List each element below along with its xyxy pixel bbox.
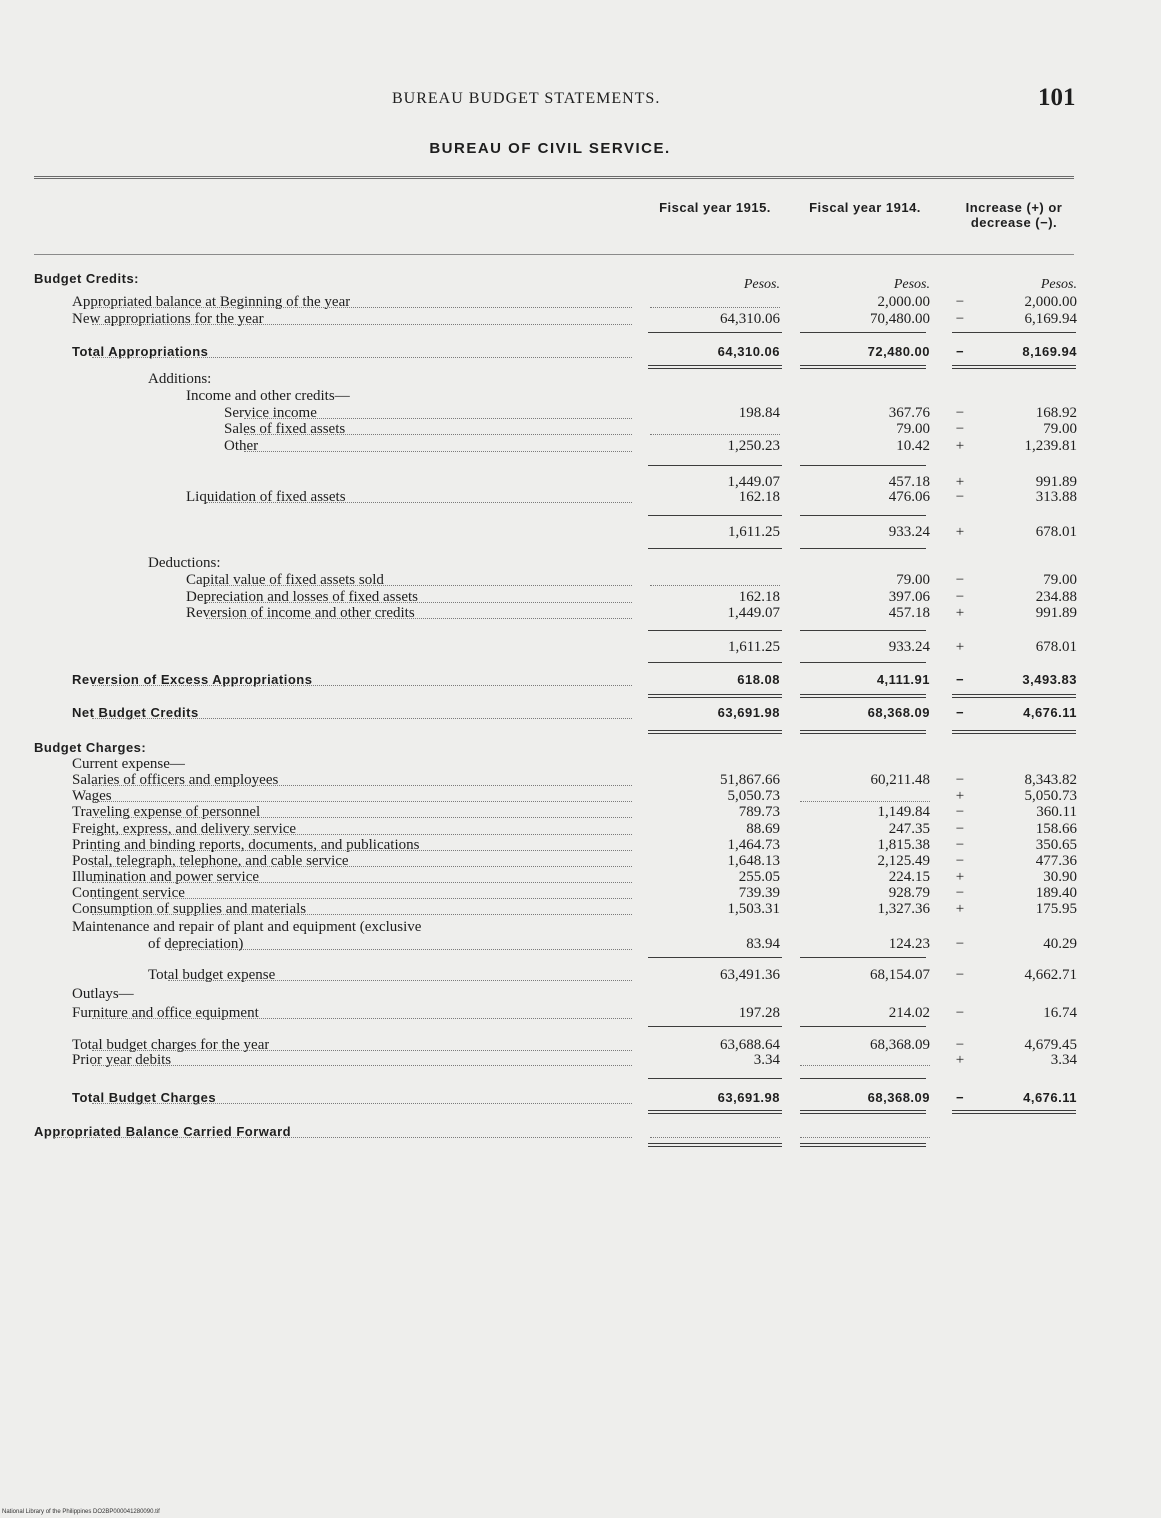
- page-number: 101: [1038, 84, 1076, 111]
- change-value: 4,676.11: [1023, 1090, 1077, 1105]
- table-row: [0, 935, 1161, 953]
- fiscal-1914-value: 214.02: [888, 1005, 930, 1021]
- dot-leader: [92, 882, 632, 883]
- dot-leader: [92, 685, 632, 686]
- fiscal-1915-value: 83.94: [746, 936, 780, 952]
- fiscal-1914-value: 4,111.91: [876, 672, 930, 687]
- double-total-rule: [648, 694, 782, 698]
- fiscal-1914-value: 928.79: [888, 885, 930, 901]
- change-value: 477.36: [1035, 853, 1077, 869]
- fiscal-1915-value: 64,310.06: [717, 344, 780, 359]
- table-row: [0, 671, 1161, 689]
- fiscal-1914-value: 68,368.09: [870, 1037, 930, 1053]
- table-top-rule: [34, 176, 1074, 179]
- total-rule: [800, 548, 926, 549]
- double-total-rule: [648, 730, 782, 734]
- row-label: Furniture and office equipment: [72, 1005, 259, 1021]
- table-row: [0, 387, 1161, 405]
- row-label: Total Budget Charges: [72, 1090, 217, 1105]
- change-value: 16.74: [1043, 1005, 1077, 1021]
- double-total-rule: [648, 1143, 782, 1147]
- fiscal-1915-value: 1,449.07: [727, 605, 780, 621]
- fiscal-1914-value: 124.23: [888, 936, 930, 952]
- dot-leader: [206, 502, 632, 503]
- table-row: [0, 523, 1161, 541]
- fiscal-1915-value: 1,464.73: [727, 837, 780, 853]
- fiscal-1915-value: 1,503.31: [727, 901, 780, 917]
- change-value: 4,662.71: [1024, 967, 1077, 983]
- row-label: Printing and binding reports, documents, and publications: [72, 837, 420, 853]
- fiscal-1914-value: 68,368.09: [867, 705, 930, 720]
- change-value: 8,169.94: [1022, 344, 1077, 359]
- dot-leader: [92, 801, 632, 802]
- fiscal-1915-value: 789.73: [738, 804, 780, 820]
- row-label: Current expense—: [72, 756, 185, 772]
- dot-leader: [206, 618, 632, 619]
- change-sign: −: [955, 294, 965, 310]
- row-label: Traveling expense of personnel: [72, 804, 261, 820]
- row-label: Illumination and power service: [72, 869, 260, 885]
- row-label: Reversion of Excess Appropriations: [72, 672, 313, 687]
- dot-leader: [92, 785, 632, 786]
- row-label: Freight, express, and delivery service: [72, 821, 297, 837]
- change-sign: +: [955, 788, 965, 804]
- change-sign: +: [955, 1052, 965, 1068]
- fiscal-1915-value: 162.18: [738, 589, 780, 605]
- total-rule: [800, 515, 926, 516]
- dot-leader: [92, 850, 632, 851]
- row-label: Consumption of supplies and materials: [72, 901, 307, 917]
- change-value: 158.66: [1035, 821, 1077, 837]
- change-value: 3.34: [1050, 1052, 1077, 1068]
- table-row: [0, 1123, 1161, 1141]
- row-label: Sales of fixed assets: [224, 421, 346, 437]
- dot-leader: [92, 817, 632, 818]
- row-label: Net Budget Credits: [72, 705, 199, 720]
- change-value: 8,343.82: [1024, 772, 1077, 788]
- fiscal-1915-value: 63,491.36: [720, 967, 780, 983]
- total-rule: [800, 1078, 926, 1079]
- fiscal-1914-value: 2,125.49: [877, 853, 930, 869]
- double-total-rule: [952, 1110, 1076, 1114]
- change-value: 40.29: [1043, 936, 1077, 952]
- change-sign: −: [955, 853, 965, 869]
- table-row: [0, 900, 1161, 918]
- fiscal-1914-value: Pesos.: [893, 277, 930, 292]
- fiscal-1914-value-blank: [800, 1065, 930, 1066]
- archive-stamp: National Library of the Philippines DO2BP000041280090.tif: [2, 1509, 160, 1515]
- total-rule: [648, 957, 782, 958]
- table-row: [0, 370, 1161, 388]
- change-value: 678.01: [1035, 639, 1077, 655]
- fiscal-1914-value: 397.06: [888, 589, 930, 605]
- change-value: 6,169.94: [1024, 311, 1077, 327]
- total-rule: [648, 515, 782, 516]
- row-label: Reversion of income and other credits: [186, 605, 415, 621]
- fiscal-1915-value: 1,611.25: [728, 639, 780, 655]
- fiscal-1914-value: 1,327.36: [877, 901, 930, 917]
- change-sign: +: [955, 524, 965, 540]
- fiscal-1915-value: 88.69: [746, 821, 780, 837]
- table-row: [0, 1089, 1161, 1107]
- fiscal-1915-value-blank: [650, 307, 780, 308]
- change-sign: +: [955, 438, 965, 454]
- row-label: Capital value of fixed assets sold: [186, 572, 384, 588]
- table-row: [0, 420, 1161, 438]
- change-sign: −: [955, 837, 965, 853]
- change-value: 2,000.00: [1024, 294, 1077, 310]
- total-rule: [800, 630, 926, 631]
- change-sign: −: [955, 311, 965, 327]
- row-label: Appropriated balance at Beginning of the year: [72, 294, 351, 310]
- change-sign: −: [955, 772, 965, 788]
- row-label: Total budget expense: [148, 967, 276, 983]
- table-row: [0, 638, 1161, 656]
- row-label: Income and other credits—: [186, 388, 350, 404]
- total-rule: [800, 1026, 926, 1027]
- fiscal-1915-value: 63,691.98: [717, 1090, 780, 1105]
- fiscal-1914-value: 79.00: [896, 421, 930, 437]
- change-sign: −: [955, 705, 965, 720]
- row-label: Budget Charges:: [34, 740, 147, 755]
- change-sign: +: [955, 901, 965, 917]
- dot-leader: [92, 307, 632, 308]
- change-value: 79.00: [1043, 572, 1077, 588]
- dot-leader: [92, 718, 632, 719]
- change-value: 350.65: [1035, 837, 1077, 853]
- fiscal-1914-value: 933.24: [888, 524, 930, 540]
- dot-leader: [92, 1065, 632, 1066]
- change-sign: −: [955, 489, 965, 505]
- dot-leader: [92, 914, 632, 915]
- change-value: 234.88: [1035, 589, 1077, 605]
- dot-leader: [244, 451, 632, 452]
- fiscal-1914-value: 2,000.00: [877, 294, 930, 310]
- fiscal-1915-value: Pesos.: [743, 277, 780, 292]
- row-label: Prior year debits: [72, 1052, 172, 1068]
- row-label: Other: [224, 438, 259, 454]
- total-rule: [800, 332, 926, 333]
- fiscal-1914-value: 72,480.00: [867, 344, 930, 359]
- change-value: 175.95: [1035, 901, 1077, 917]
- table-row: [0, 437, 1161, 455]
- dot-leader: [92, 1018, 632, 1019]
- row-label: Total budget charges for the year: [72, 1037, 270, 1053]
- table-row: [0, 803, 1161, 821]
- dot-leader: [92, 324, 632, 325]
- total-rule: [648, 548, 782, 549]
- table-row: [0, 704, 1161, 722]
- dot-leader: [92, 834, 632, 835]
- change-sign: −: [955, 589, 965, 605]
- dot-leader: [206, 585, 632, 586]
- fiscal-1914-value: 224.15: [888, 869, 930, 885]
- fiscal-1915-value: 63,688.64: [720, 1037, 780, 1053]
- row-label: Service income: [224, 405, 317, 421]
- double-total-rule: [952, 365, 1076, 369]
- total-rule: [800, 465, 926, 466]
- change-value: 5,050.73: [1024, 788, 1077, 804]
- double-total-rule: [800, 694, 926, 698]
- fiscal-1914-value: 933.24: [888, 639, 930, 655]
- fiscal-1915-value: 1,611.25: [728, 524, 780, 540]
- table-row: [0, 293, 1161, 311]
- row-label: Postal, telegraph, telephone, and cable service: [72, 853, 349, 869]
- dot-leader: [92, 866, 632, 867]
- change-value: 1,239.81: [1024, 438, 1077, 454]
- change-sign: −: [955, 421, 965, 437]
- dot-leader: [92, 1103, 632, 1104]
- column-header-change: Increase (+) or decrease (−).: [965, 200, 1063, 230]
- dot-leader: [244, 434, 632, 435]
- fiscal-1915-value-blank: [650, 434, 780, 435]
- fiscal-1915-value: 1,449.07: [727, 474, 780, 490]
- fiscal-1914-value: 79.00: [896, 572, 930, 588]
- column-header-fiscal-1915: Fiscal year 1915.: [659, 200, 771, 215]
- fiscal-1914-value: 68,368.09: [867, 1090, 930, 1105]
- fiscal-1914-value: 70,480.00: [870, 311, 930, 327]
- total-rule: [648, 630, 782, 631]
- fiscal-1915-value: 63,691.98: [717, 705, 780, 720]
- fiscal-1914-value: 476.06: [888, 489, 930, 505]
- row-label: Deductions:: [148, 555, 221, 571]
- dot-leader: [92, 357, 632, 358]
- fiscal-1914-value: 10.42: [896, 438, 930, 454]
- total-rule: [800, 662, 926, 663]
- change-sign: −: [955, 821, 965, 837]
- double-total-rule: [648, 365, 782, 369]
- fiscal-1915-value: 3.34: [753, 1052, 780, 1068]
- double-total-rule: [952, 730, 1076, 734]
- table-header-rule: [34, 254, 1074, 255]
- fiscal-1915-value: 51,867.66: [720, 772, 780, 788]
- change-sign: −: [955, 1090, 965, 1105]
- change-value: 168.92: [1035, 405, 1077, 421]
- change-value: Pesos.: [1040, 277, 1077, 292]
- change-value: 4,679.45: [1024, 1037, 1077, 1053]
- double-total-rule: [952, 694, 1076, 698]
- column-header-fiscal-1914: Fiscal year 1914.: [809, 200, 921, 215]
- fiscal-1914-value: 1,815.38: [877, 837, 930, 853]
- fiscal-1914-value: 457.18: [888, 605, 930, 621]
- double-total-rule: [800, 365, 926, 369]
- table-row: [0, 276, 1161, 294]
- change-value: 991.89: [1035, 474, 1077, 490]
- change-sign: −: [955, 572, 965, 588]
- row-label: Total Appropriations: [72, 344, 209, 359]
- change-sign: +: [955, 869, 965, 885]
- fiscal-1915-value: 1,648.13: [727, 853, 780, 869]
- dot-leader: [244, 418, 632, 419]
- running-head: BUREAU BUDGET STATEMENTS.: [392, 90, 661, 107]
- table-row: [0, 571, 1161, 589]
- table-row: [0, 310, 1161, 328]
- change-value: 313.88: [1035, 489, 1077, 505]
- dot-leader: [92, 898, 632, 899]
- fiscal-1914-value-blank: [800, 801, 930, 802]
- change-value: 360.11: [1036, 804, 1077, 820]
- total-rule: [648, 332, 782, 333]
- row-label: Additions:: [148, 371, 212, 387]
- change-value: 189.40: [1035, 885, 1077, 901]
- row-label: Depreciation and losses of fixed assets: [186, 589, 419, 605]
- fiscal-1914-value-blank: [800, 1137, 930, 1138]
- section-title: BUREAU OF CIVIL SERVICE.: [429, 140, 671, 157]
- change-value: 79.00: [1043, 421, 1077, 437]
- row-label: Wages: [72, 788, 112, 804]
- fiscal-1914-value: 68,154.07: [870, 967, 930, 983]
- change-sign: −: [955, 804, 965, 820]
- double-total-rule: [648, 1110, 782, 1114]
- double-total-rule: [800, 1110, 926, 1114]
- change-sign: +: [955, 474, 965, 490]
- total-rule: [952, 332, 1076, 333]
- total-rule: [648, 662, 782, 663]
- total-rule: [648, 465, 782, 466]
- row-label: Maintenance and repair of plant and equipment (exclusive: [72, 919, 422, 935]
- fiscal-1915-value-blank: [650, 1137, 780, 1138]
- dot-leader: [54, 1137, 632, 1138]
- change-sign: +: [955, 639, 965, 655]
- table-row: [0, 604, 1161, 622]
- change-sign: +: [955, 605, 965, 621]
- table-row: [0, 343, 1161, 361]
- table-row: [0, 985, 1161, 1003]
- row-label: New appropriations for the year: [72, 311, 264, 327]
- row-label: Liquidation of fixed assets: [186, 489, 346, 505]
- fiscal-1915-value: 618.08: [737, 672, 780, 687]
- table-row: [0, 918, 1161, 936]
- row-label: Appropriated Balance Carried Forward: [34, 1124, 292, 1139]
- row-label: of depreciation): [148, 936, 244, 952]
- fiscal-1915-value: 197.28: [738, 1005, 780, 1021]
- row-label: Budget Credits:: [34, 271, 139, 286]
- change-value: 30.90: [1043, 869, 1077, 885]
- change-sign: −: [955, 967, 965, 983]
- change-sign: −: [955, 1037, 965, 1053]
- table-row: [0, 1004, 1161, 1022]
- change-value: 991.89: [1035, 605, 1077, 621]
- total-rule: [648, 1026, 782, 1027]
- table-row: [0, 1051, 1161, 1069]
- dot-leader: [168, 949, 632, 950]
- row-label: Salaries of officers and employees: [72, 772, 279, 788]
- fiscal-1915-value: 1,250.23: [727, 438, 780, 454]
- double-total-rule: [800, 730, 926, 734]
- fiscal-1914-value: 367.76: [888, 405, 930, 421]
- total-rule: [648, 1078, 782, 1079]
- fiscal-1915-value: 162.18: [738, 489, 780, 505]
- change-value: 678.01: [1035, 524, 1077, 540]
- fiscal-1915-value: 5,050.73: [727, 788, 780, 804]
- change-value: 4,676.11: [1023, 705, 1077, 720]
- fiscal-1914-value: 247.35: [888, 821, 930, 837]
- total-rule: [800, 957, 926, 958]
- row-label: Outlays—: [72, 986, 134, 1002]
- change-sign: −: [955, 672, 965, 687]
- dot-leader: [206, 602, 632, 603]
- fiscal-1915-value: 64,310.06: [720, 311, 780, 327]
- change-sign: −: [955, 936, 965, 952]
- row-label: Contingent service: [72, 885, 185, 901]
- change-value: 3,493.83: [1022, 672, 1077, 687]
- double-total-rule: [800, 1143, 926, 1147]
- change-sign: −: [955, 1005, 965, 1021]
- change-sign: −: [955, 344, 965, 359]
- dot-leader: [168, 980, 632, 981]
- fiscal-1914-value: 1,149.84: [877, 804, 930, 820]
- fiscal-1915-value: 739.39: [738, 885, 780, 901]
- fiscal-1915-value-blank: [650, 585, 780, 586]
- fiscal-1914-value: 457.18: [888, 474, 930, 490]
- change-sign: −: [955, 885, 965, 901]
- table-row: [0, 966, 1161, 984]
- table-row: [0, 488, 1161, 506]
- fiscal-1914-value: 60,211.48: [870, 772, 930, 788]
- table-row: [0, 554, 1161, 572]
- fiscal-1915-value: 198.84: [738, 405, 780, 421]
- change-sign: −: [955, 405, 965, 421]
- fiscal-1915-value: 255.05: [738, 869, 780, 885]
